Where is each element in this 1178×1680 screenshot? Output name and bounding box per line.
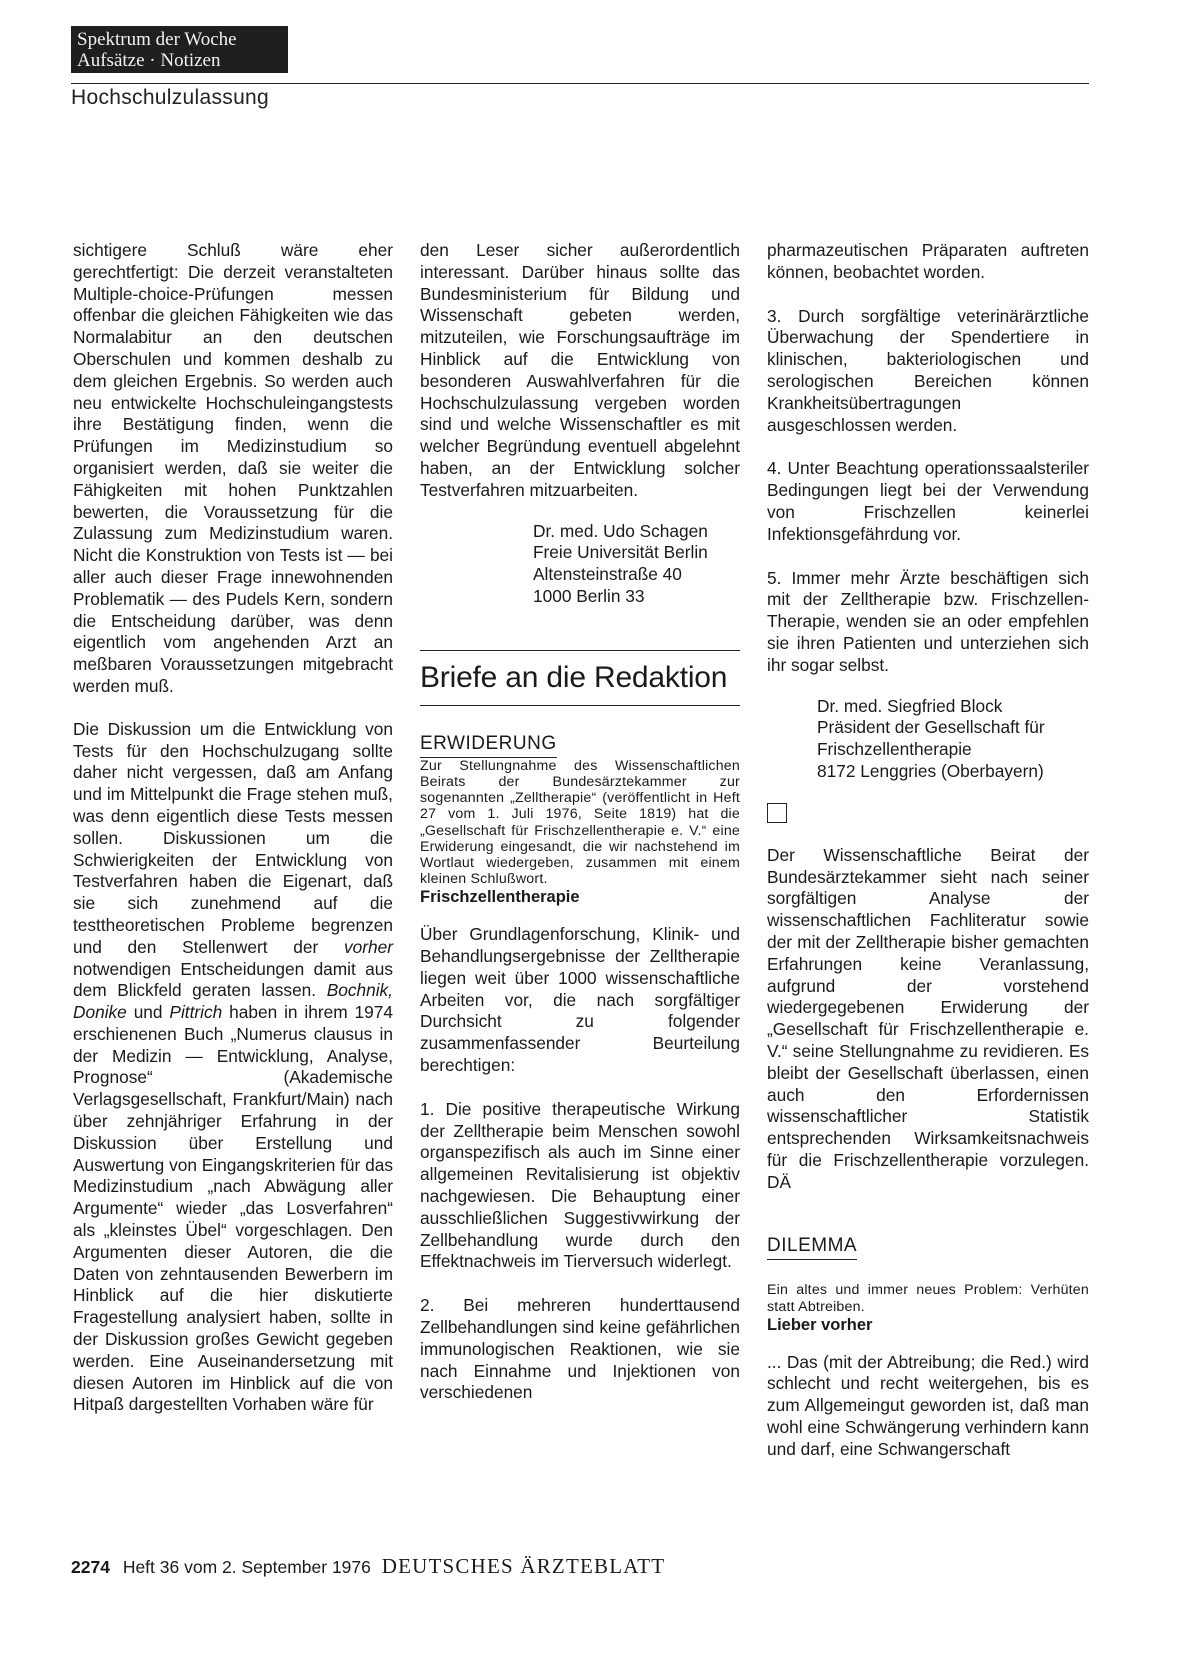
paragraph: 2. Bei mehreren hunderttausend Zellbehandlungen sind keine gefährlichen immunologischen Reaktionen, wie sie nach Einnahme und Injektionen von verschiedenen — [420, 1295, 740, 1403]
signature-line: Freie Universität Berlin — [533, 542, 708, 563]
paragraph: 5. Immer mehr Ärzte beschäftigen sich mit der Zelltherapie bzw. Frischzellen-Therapie, wenden sie an oder empfehlen sie ihren Patienten und unterziehen sich ihr sogar selbst. — [767, 567, 1089, 675]
issue-info: Heft 36 vom 2. September 1976 — [122, 1557, 371, 1577]
kicker-heading: ERWIDERUNG — [420, 733, 557, 758]
signature-line: Präsident der Gesellschaft für — [817, 717, 1045, 738]
signature-line: Frischzellentherapie — [817, 739, 972, 760]
paragraph: ... Das (mit der Abtreibung; die Red.) wird schlecht und recht weitergehen, bis es zum Allgemeingut geworden ist, daß man wohl eine Schwängerung verhindern kann und darf, eine Schwangerschaft — [767, 1351, 1089, 1459]
subheading: Frischzellentherapie — [420, 888, 580, 907]
paragraph: 3. Durch sorgfältige veterinärärztliche Überwachung der Spendertiere in klinischen, bakteriologischen und serologischen Bereichen können Krankheitsübertragungen ausgeschlossen werden. — [767, 305, 1089, 435]
intro-text: Ein altes und immer neues Problem: Verhüten statt Abtreiben. — [767, 1282, 1089, 1315]
section-label-box — [71, 26, 288, 73]
page-footer — [71, 1554, 665, 1579]
intro-text: Zur Stellungnahme des Wissenschaftlichen Beirats der Bundesärztekammer zur sogenannten „Zelltherapie“ (veröffentlicht in Heft 27 vom 1. Juli 1976, Seite 1819) hat die „Gesellschaft für Frischzellentherapie e. V.“ eine Erwiderung eingesandt, die wir nachstehend im Wortlaut wiedergeben, zusammen mit einem kleinen Schlußwort. — [420, 757, 740, 888]
page-number: 2274 — [71, 1557, 110, 1577]
paragraph: Über Grundlagenforschung, Klinik- und Behandlungsergebnisse der Zelltherapie liegen weit über 1000 wissenschaftliche Arbeiten vor, die nach sorgfältiger Durchsicht zu folgender zusammenfassender Beurteilung berechtigen: — [420, 924, 740, 1075]
column-3 — [767, 240, 1089, 1461]
paragraph: sichtigere Schluß wäre eher gerechtfertigt: Die derzeit veranstalteten Multiple-choice-Prüfungen messen offenbar die gleichen Fähigkeiten wie das Normalabitur an den deutschen Oberschulen und kommen deshalb zu dem gleichen Ergebnis. So werden auch neu entwickelte Hochschuleingangstests ihre Bestätigung finden, wenn die Prüfungen im Medizinstudium so organisiert werden, daß sie weiter die Fähigkeiten mit hohen Punktzahlen bewerten, die Voraussetzung für die Zulassung zum Medizinstudium waren. Nicht die Konstruktion von Tests ist — bei aller auch dieser Frage innewohnenden Problematik — des Pudels Kern, sondern die Entscheidung darüber, was denn eigentlich vom angehenden Arzt an meßbaren Voraussetzungen mitgebracht werden muß. — [73, 240, 393, 696]
signature-line: Altensteinstraße 40 — [533, 564, 682, 585]
section-label-line1: Spektrum der Woche — [77, 29, 237, 50]
column-1 — [73, 240, 393, 1416]
signature-line: 8172 Lenggries (Oberbayern) — [817, 760, 1044, 781]
paragraph: Die Diskussion um die Entwicklung von Tests für den Hochschulzugang sollte daher nicht vergessen, daß am Anfang und im Mittelpunkt die Frage stehen muß, was denn eigentlich diese Tests messen sollen. Diskussionen um die Schwierigkeiten der Entwicklung von Testverfahren haben die Eigenart, daß sie sich zunehmend auf die testtheoretischen Probleme begrenzen und den Stellenwert der vorher notwendigen Entscheidungen damit aus dem Blickfeld geraten lassen. Bochnik, Donike und Pittrich haben in ihrem 1974 erschienenen Buch „Numerus clausus in der Medizin — Entwicklung, Analyse, Prognose“ (Akademische Verlagsgesellschaft, Frankfurt/Main) nach über zehnjähriger Erfahrung in der Diskussion über Erstellung und Auswertung von Eingangskriterien für das Medizinstudium „nach Abwägung aller Argumente“ wieder „das Losverfahren“ als „kleinstes Übel“ vorgeschlagen. Den Argumenten dieser Autoren, die die Daten von zehntausenden Bewerbern im Hinblick auf die hier diskutierte Fragestellung analysiert haben, sollte in der Diskussion großes Gewicht gegeben werden. Eine Auseinandersetzung mit diesen Autoren im Hinblick auf die von Hitpaß dargestellten Vorhaben wäre für — [73, 718, 393, 1415]
subheading: Lieber vorher — [767, 1315, 873, 1334]
end-mark-box — [767, 803, 787, 823]
signature-name: Dr. med. Siegfried Block — [817, 695, 1003, 716]
paragraph: pharmazeutischen Präparaten auftreten können, beobachtet worden. — [767, 240, 1089, 282]
paragraph: den Leser sicher außerordentlich interessant. Darüber hinaus sollte das Bundesministerium für Bildung und Wissenschaft gebeten werden, mitzuteilen, wie Forschungsaufträge im Hinblick auf die Entwicklung von besonderen Auswahlverfahren für die Hochschulzulassung vergeben worden sind und welche Wissenschaftler es mit welcher Begründung eventuell abgelehnt haben, an der Entwicklung solcher Testverfahren mitzuarbeiten. — [420, 240, 740, 500]
paragraph: 1. Die positive therapeutische Wirkung der Zelltherapie beim Menschen sowohl organspezifisch als auch im Sinne einer allgemeinen Revitalisierung ist objektiv nachgewiesen. Die Behauptung einer ausschließlichen Suggestivwirkung der Zellbehandlung wurde durch den Effektnachweis im Tierversuch widerlegt. — [420, 1098, 740, 1272]
journal-name: DEUTSCHES ÄRZTEBLATT — [381, 1554, 666, 1578]
section-label-line2: Aufsätze · Notizen — [77, 50, 221, 71]
rubric-title: Briefe an die Redaktion — [420, 660, 728, 694]
paragraph: Der Wissenschaftliche Beirat der Bundesärztekammer sieht nach seiner sorgfältigen Analyse der wissenschaftlichen Fachliteratur sowie der mit der Zelltherapie bisher gemachten Erfahrungen keine Veranlassung, aufgrund der vorstehend wiedergegebenen Erwiderung der „Gesellschaft für Frischzellentherapie e. V.“ seine Stellungnahme zu revidieren. Es bleibt der Gesellschaft überlassen, einen auch den Erfordernissen wissenschaftlicher Statistik entsprechenden Wirksamkeitsnachweis für die Frischzellentherapie vorzulegen. DÄ — [767, 844, 1089, 1192]
column-2 — [420, 240, 740, 1404]
kicker-heading: DILEMMA — [767, 1235, 857, 1260]
rubric-rule-top — [420, 650, 740, 651]
signature-name: Dr. med. Udo Schagen — [533, 520, 708, 541]
signature-block — [767, 696, 1089, 783]
rubric-rule-bottom — [420, 705, 740, 706]
section-title: Hochschulzulassung — [71, 86, 270, 109]
signature-block — [420, 521, 740, 608]
paragraph: 4. Unter Beachtung operationssaalsteriler Bedingungen liegt bei der Verwendung von Frischzellen keinerlei Infektionsgefährdung vor. — [767, 458, 1089, 544]
signature-line: 1000 Berlin 33 — [533, 585, 645, 606]
header-rule — [71, 83, 1089, 84]
